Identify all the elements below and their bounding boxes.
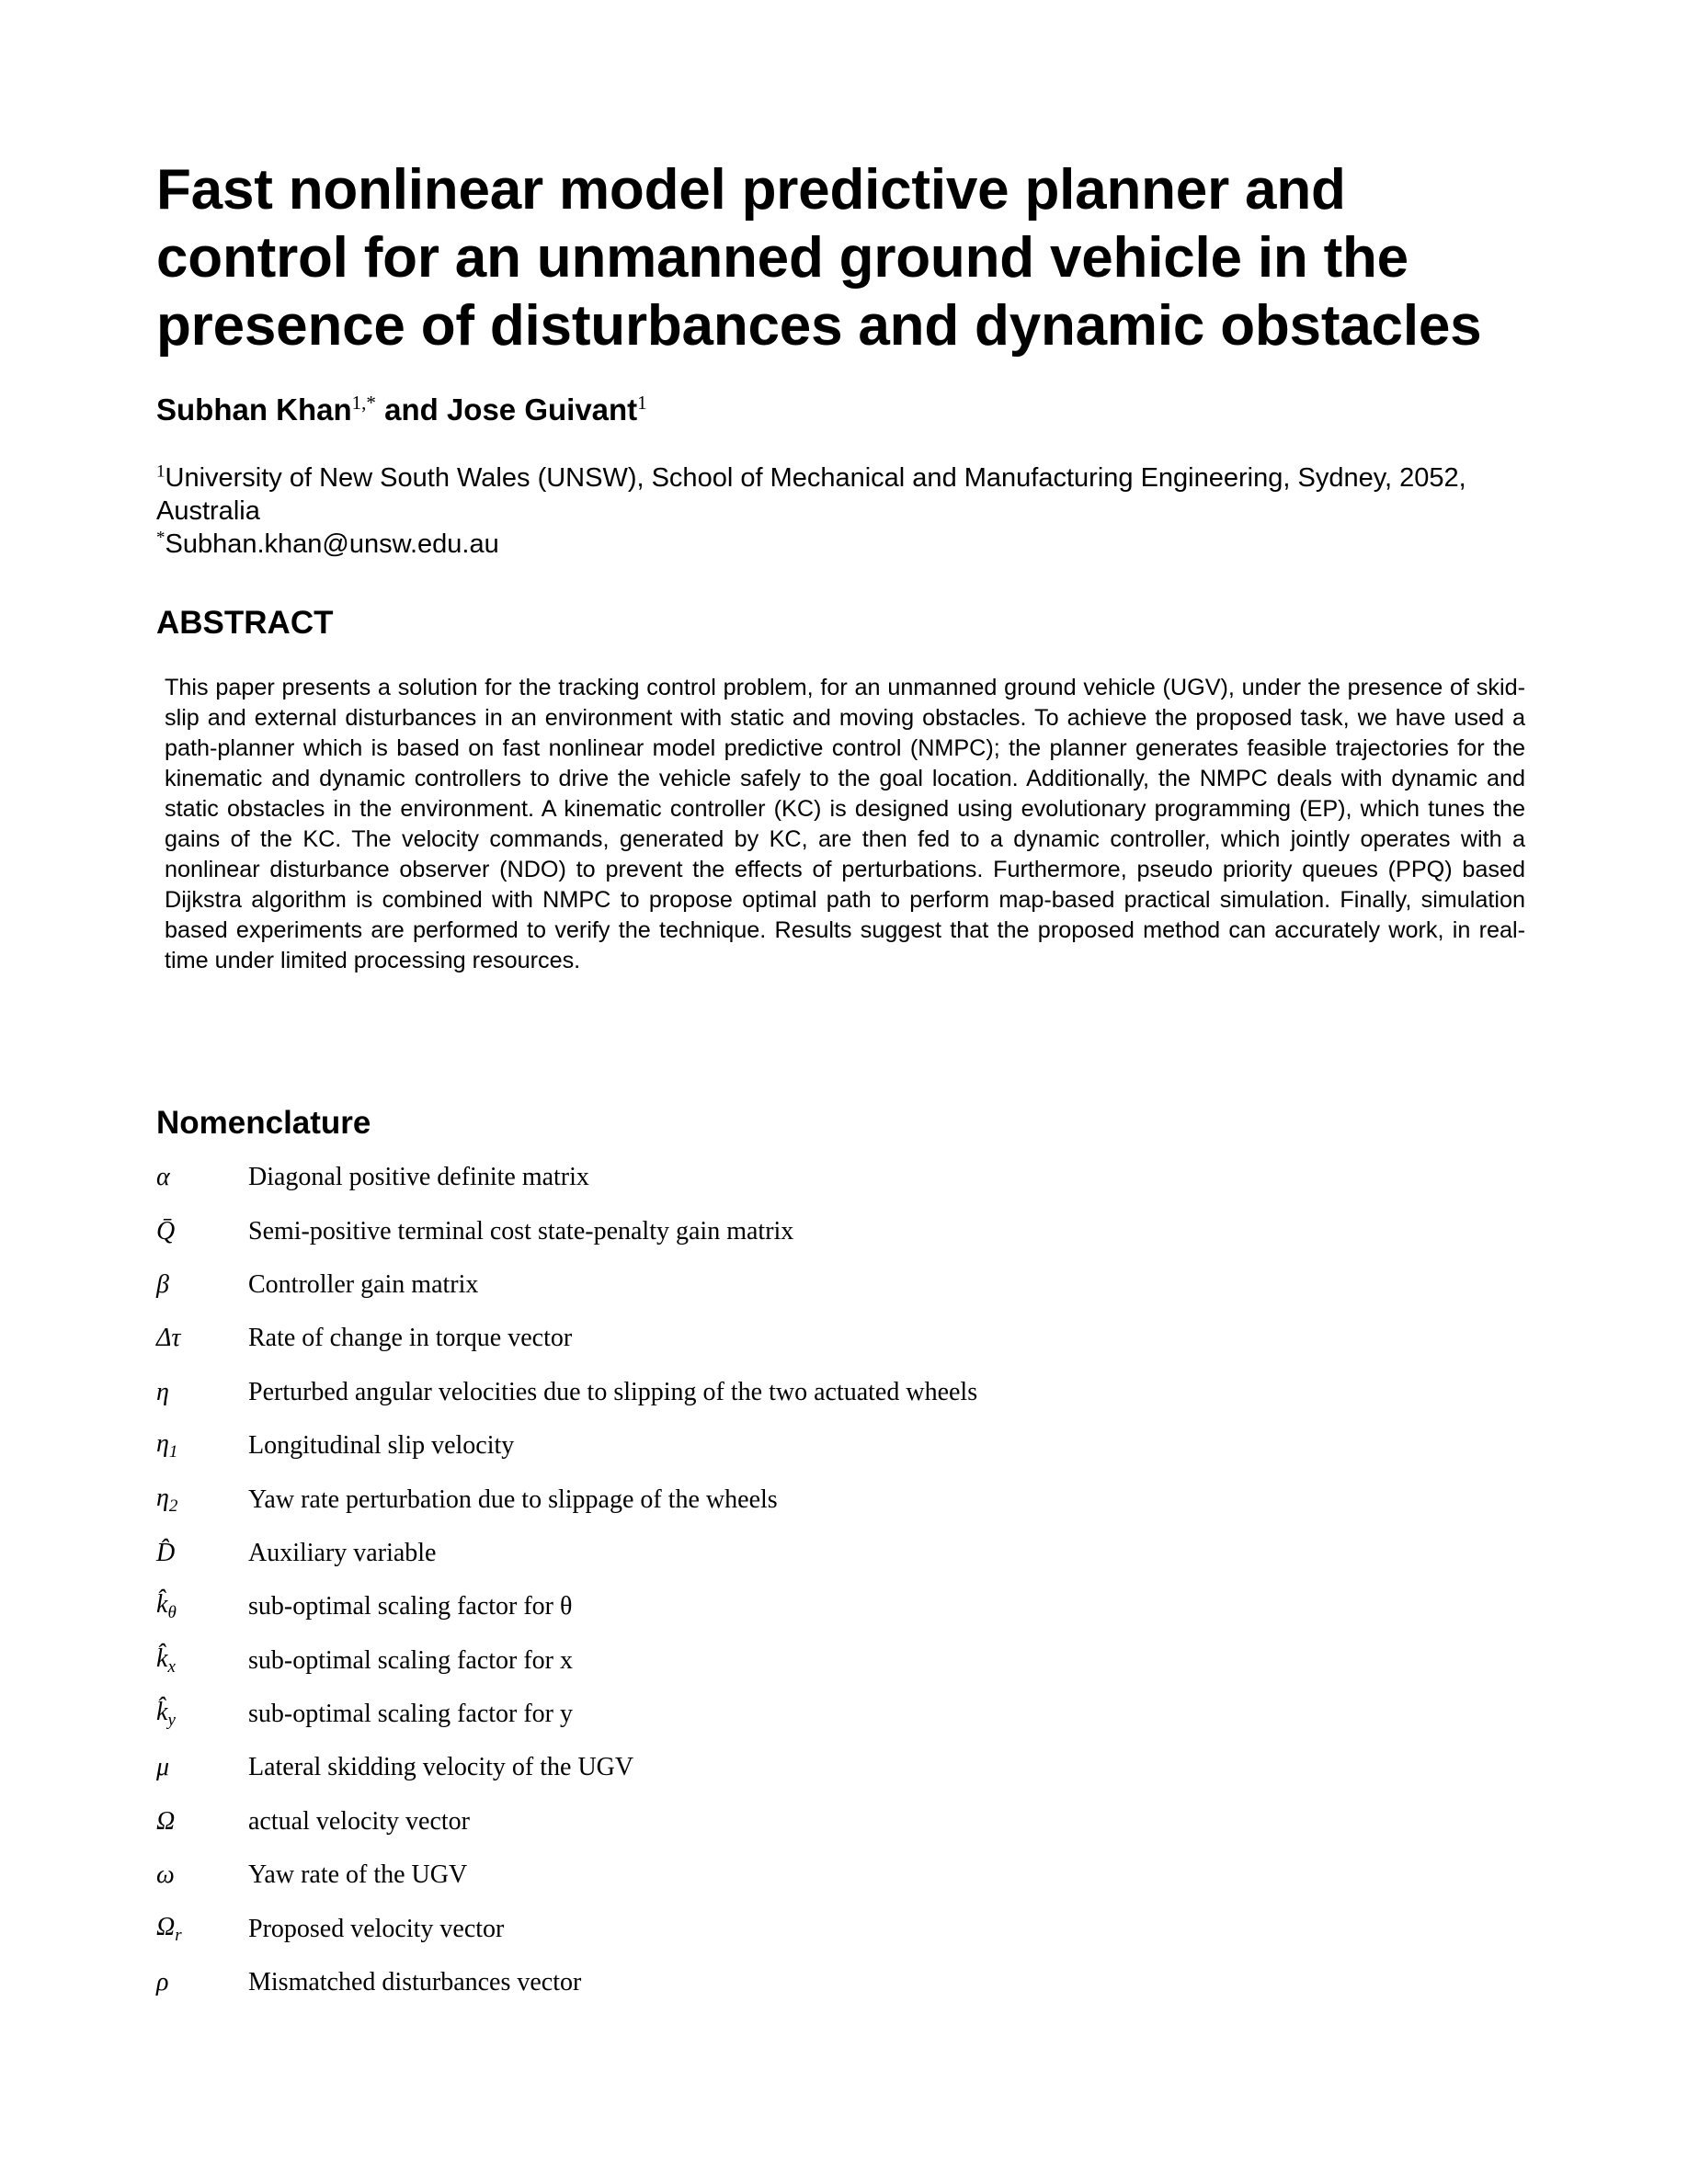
nomenclature-symbol [156, 1163, 248, 1192]
symbol-base: k̂ [156, 1590, 168, 1620]
symbol-base: D̂ [156, 1538, 176, 1567]
symbol-base: η [156, 1429, 169, 1459]
nomenclature-description: Yaw rate of the UGV [248, 1860, 468, 1890]
nomenclature-description: actual velocity vector [248, 1806, 470, 1836]
affiliation-mark: 1 [637, 392, 647, 414]
nomenclature-description: Longitudinal slip velocity [248, 1431, 515, 1461]
nomenclature-entry [156, 1312, 1535, 1365]
author-connector: and [375, 392, 447, 427]
nomenclature-symbol [156, 1217, 248, 1246]
symbol-base: Ω [156, 1806, 176, 1836]
nomenclature-entry [156, 1419, 1535, 1473]
nomenclature-symbol [156, 1378, 248, 1407]
nomenclature-symbol [156, 1429, 248, 1462]
nomenclature-entry [156, 1741, 1535, 1794]
nomenclature-description: Auxiliary variable [248, 1538, 437, 1567]
nomenclature-entry [156, 1956, 1535, 2009]
nomenclature-description: sub-optimal scaling factor for θ [248, 1592, 573, 1621]
abstract-heading: ABSTRACT [156, 605, 334, 641]
nomenclature-symbol [156, 1913, 248, 1946]
nomenclature-symbol [156, 1324, 248, 1353]
nomenclature-entry [156, 1204, 1535, 1257]
nomenclature-entry [156, 1366, 1535, 1419]
nomenclature-description: Proposed velocity vector [248, 1914, 505, 1943]
email-mark: * [156, 528, 165, 548]
symbol-base: ρ [156, 1968, 169, 1997]
symbol-base: β [156, 1269, 169, 1299]
nomenclature-symbol [156, 1644, 248, 1678]
symbol-subscript: 2 [168, 1496, 178, 1516]
affiliation-text: University of New South Wales (UNSW), School of Mechanical and Manufacturing Engineering, Sydney, 2052, Australia [156, 463, 1466, 526]
nomenclature-description: Perturbed angular velocities due to slipping of the two actuated wheels [248, 1377, 978, 1406]
symbol-base: Ω [156, 1912, 176, 1941]
symbol-subscript: y [167, 1711, 176, 1731]
nomenclature-symbol [156, 1539, 248, 1568]
nomenclature-description: Semi-positive terminal cost state-penalty gain matrix [248, 1216, 794, 1246]
abstract-body: This paper presents a solution for the tracking control problem, for an unmanned ground vehicle (UGV), under the presence of skid-slip and external disturbances in an environment with static and moving obstacles. To achieve the proposed task, we have used a path-planner which is based on fast nonlinear model predictive control (NMPC); the planner generates feasible trajectories for the kinematic and dynamic controllers to drive the vehicle safely to the goal location. Additionally, the NMPC deals with dynamic and static obstacles in the environment. A kinematic controller (KC) is designed using evolutionary programming (EP), which tunes the gains of the KC. The velocity commands, generated by KC, are then fed to a dynamic controller, which jointly operates with a nonlinear disturbance observer (NDO) to prevent the effects of perturbations. Furthermore, pseudo priority queues (PPQ) based Dijkstra algorithm is combined with NMPC to propose optimal path to perform map-based practical simulation. Finally, simulation based experiments are performed to verify the technique. Results suggest that the proposed method can accurately work, in real-time under limited processing resources. [165, 675, 1525, 973]
symbol-base: Q̄ [156, 1216, 176, 1246]
nomenclature-description: Mismatched disturbances vector [248, 1968, 582, 1997]
symbol-subscript: θ [167, 1603, 177, 1623]
nomenclature-description: Yaw rate perturbation due to slippage of the wheels [248, 1484, 778, 1514]
nomenclature-entry [156, 1902, 1535, 1955]
nomenclature-symbol [156, 1753, 248, 1782]
symbol-subscript: 1 [168, 1442, 178, 1462]
nomenclature-list [156, 1151, 1535, 2009]
author-line [156, 392, 1535, 428]
corresponding-email [156, 528, 1535, 561]
symbol-base: Δτ [156, 1324, 181, 1353]
symbol-base: k̂ [156, 1698, 168, 1727]
nomenclature-entry [156, 1580, 1535, 1633]
symbol-subscript: x [167, 1656, 176, 1677]
symbol-base: μ [156, 1753, 170, 1782]
nomenclature-description: Diagonal positive definite matrix [248, 1163, 589, 1192]
nomenclature-description: Rate of change in torque vector [248, 1324, 573, 1353]
symbol-base: η [156, 1483, 169, 1512]
nomenclature-entry [156, 1527, 1535, 1580]
symbol-base: η [156, 1377, 169, 1406]
symbol-base: ω [156, 1860, 175, 1890]
nomenclature-symbol [156, 1270, 248, 1300]
affiliation-mark: 1,* [351, 392, 376, 414]
nomenclature-description: Lateral skidding velocity of the UGV [248, 1753, 634, 1782]
author-name: Jose Guivant [446, 392, 638, 427]
nomenclature-symbol [156, 1590, 248, 1623]
nomenclature-entry [156, 1848, 1535, 1902]
symbol-base: k̂ [156, 1644, 168, 1673]
nomenclature-symbol [156, 1807, 248, 1837]
email-address: Subhan.khan@unsw.edu.au [165, 529, 499, 559]
nomenclature-entry [156, 1151, 1535, 1204]
nomenclature-description: Controller gain matrix [248, 1269, 479, 1299]
nomenclature-description: sub-optimal scaling factor for x [248, 1645, 574, 1675]
nomenclature-symbol [156, 1698, 248, 1731]
affiliation-block [156, 461, 1535, 561]
nomenclature-entry [156, 1258, 1535, 1312]
nomenclature-description: sub-optimal scaling factor for y [248, 1700, 574, 1729]
paper-page [156, 156, 1535, 2009]
author-name: Subhan Khan [156, 392, 352, 427]
nomenclature-entry [156, 1473, 1535, 1526]
affiliation-mark: 1 [156, 461, 165, 482]
nomenclature-entry [156, 1634, 1535, 1688]
nomenclature-heading: Nomenclature [156, 1105, 371, 1141]
symbol-subscript: r [175, 1925, 182, 1945]
nomenclature-entry [156, 1688, 1535, 1741]
paper-title: Fast nonlinear model predictive planner and control for an unmanned ground vehicle in the presence of disturbances and dynamic obstacles [156, 158, 1482, 358]
symbol-base: α [156, 1163, 170, 1192]
nomenclature-entry [156, 1795, 1535, 1848]
nomenclature-symbol [156, 1860, 248, 1890]
nomenclature-symbol [156, 1484, 248, 1517]
affiliation [156, 461, 1535, 528]
nomenclature-symbol [156, 1968, 248, 1997]
